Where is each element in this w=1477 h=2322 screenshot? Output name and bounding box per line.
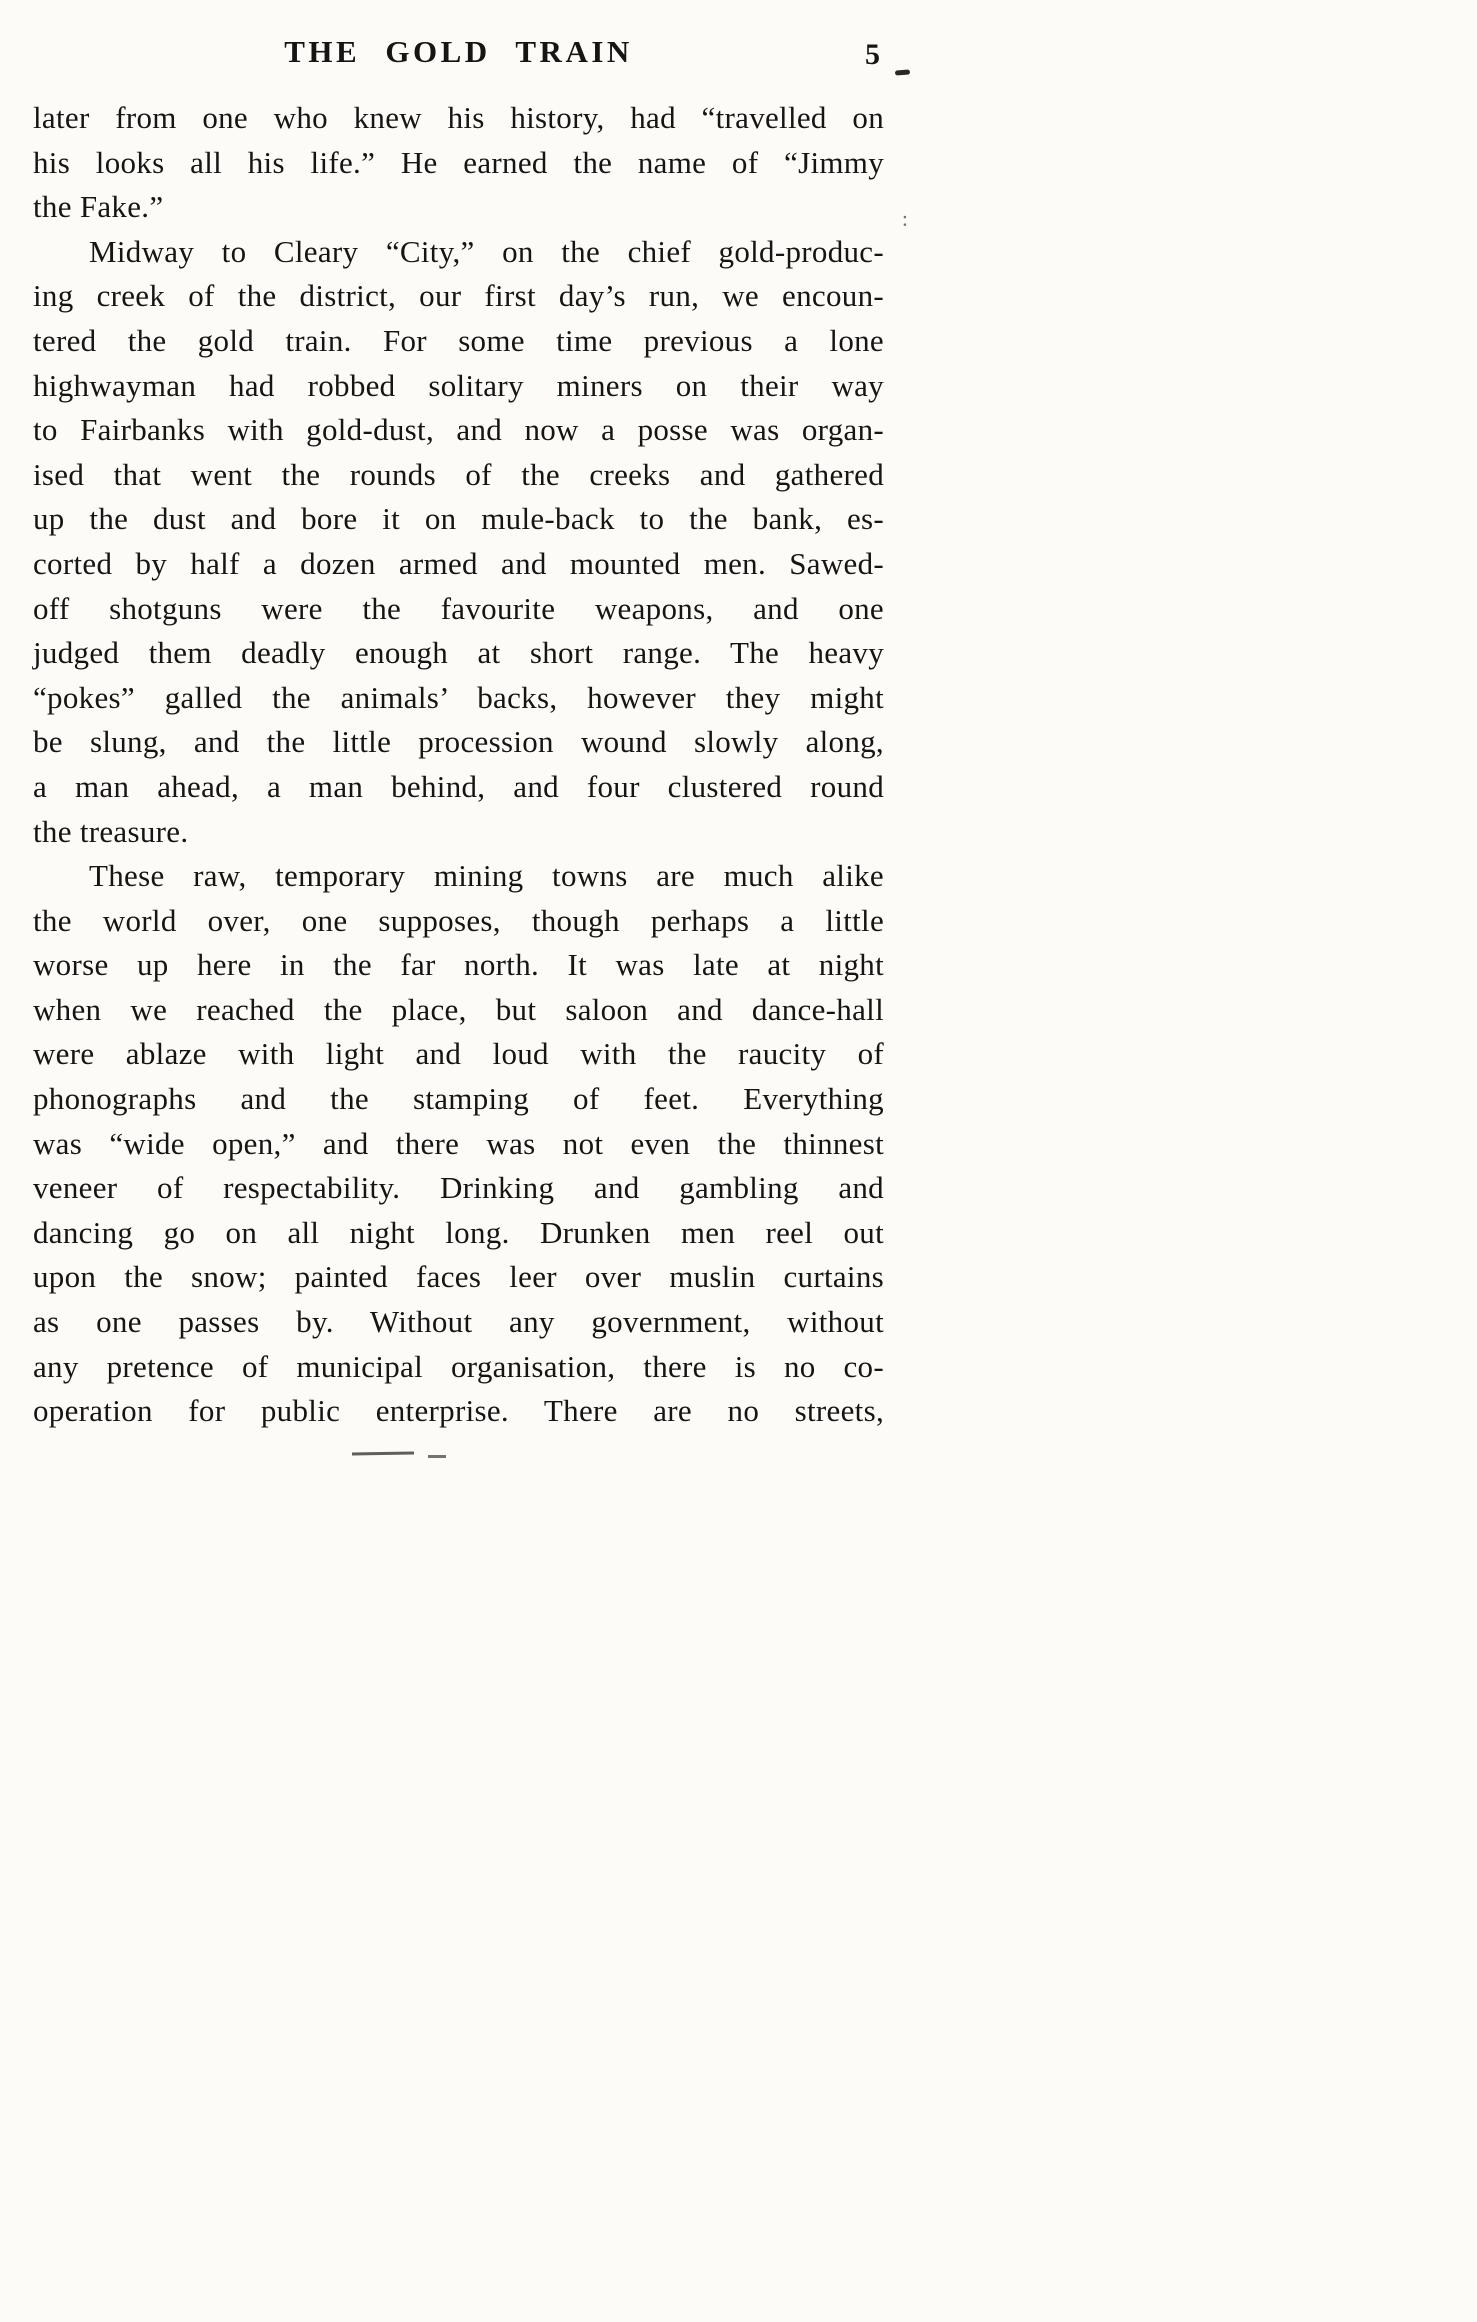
paragraph: [33, 230, 884, 854]
text-line: was “wide open,” and there was not even the thinnest: [33, 1125, 884, 1161]
text-line: worse up here in the far north. It was late at night: [33, 947, 884, 983]
text-block: [33, 28, 908, 1434]
paragraph: [33, 96, 884, 230]
text-line: Midway to Cleary “City,” on the chief gold-produc-: [89, 233, 884, 269]
text-line: be slung, and the little procession wound slowly along,: [33, 724, 884, 760]
scan-artifact-line: [428, 1455, 446, 1458]
text-line: judged them deadly enough at short range. The heavy: [33, 635, 884, 671]
text-line: tered the gold train. For some time previous a lone: [33, 322, 884, 358]
scan-artifact-line: [352, 1451, 414, 1455]
text-line: ised that went the rounds of the creeks and gathered: [33, 456, 884, 492]
text-line: the treasure.: [33, 813, 189, 849]
text-line: corted by half a dozen armed and mounted men. Sawed-: [33, 545, 884, 581]
text-line: as one passes by. Without any government, without: [33, 1304, 884, 1340]
scan-artifact-colon: :: [901, 206, 908, 231]
text-line: the Fake.”: [33, 189, 164, 225]
page-number: 5: [865, 38, 880, 71]
text-line: phonographs and the stamping of feet. Everything: [33, 1081, 884, 1117]
text-line: to Fairbanks with gold-dust, and now a posse was organ-: [33, 412, 884, 448]
body-text: [33, 96, 884, 1434]
text-line: his looks all his life.” He earned the name of “Jimmy: [33, 144, 884, 180]
text-line: “pokes” galled the animals’ backs, however they might: [33, 679, 884, 715]
text-line: when we reached the place, but saloon and dance-hall: [33, 991, 884, 1027]
text-line: off shotguns were the favourite weapons, and one: [33, 590, 884, 626]
text-line: veneer of respectability. Drinking and gambling and: [33, 1170, 884, 1206]
text-line: upon the snow; painted faces leer over muslin curtains: [33, 1259, 884, 1295]
text-line: dancing go on all night long. Drunken men reel out: [33, 1214, 884, 1250]
text-line: the world over, one supposes, though perhaps a little: [33, 902, 884, 938]
text-line: a man ahead, a man behind, and four clustered round: [33, 768, 884, 804]
page-title: THE GOLD TRAIN: [284, 34, 633, 69]
text-line: operation for public enterprise. There are no streets,: [33, 1393, 884, 1429]
text-line: any pretence of municipal organisation, there is no co-: [33, 1348, 884, 1384]
text-line: later from one who knew his history, had “travelled on: [33, 100, 884, 135]
paragraph: [33, 854, 884, 1434]
text-line: These raw, temporary mining towns are much alike: [89, 858, 884, 894]
text-line: highwayman had robbed solitary miners on their way: [33, 367, 884, 403]
text-line: up the dust and bore it on mule-back to the bank, es-: [33, 501, 884, 537]
text-line: ing creek of the district, our first day’s run, we encoun-: [33, 278, 884, 314]
text-line: were ablaze with light and loud with the raucity of: [33, 1036, 884, 1072]
scan-artifact-dash: [895, 69, 910, 75]
